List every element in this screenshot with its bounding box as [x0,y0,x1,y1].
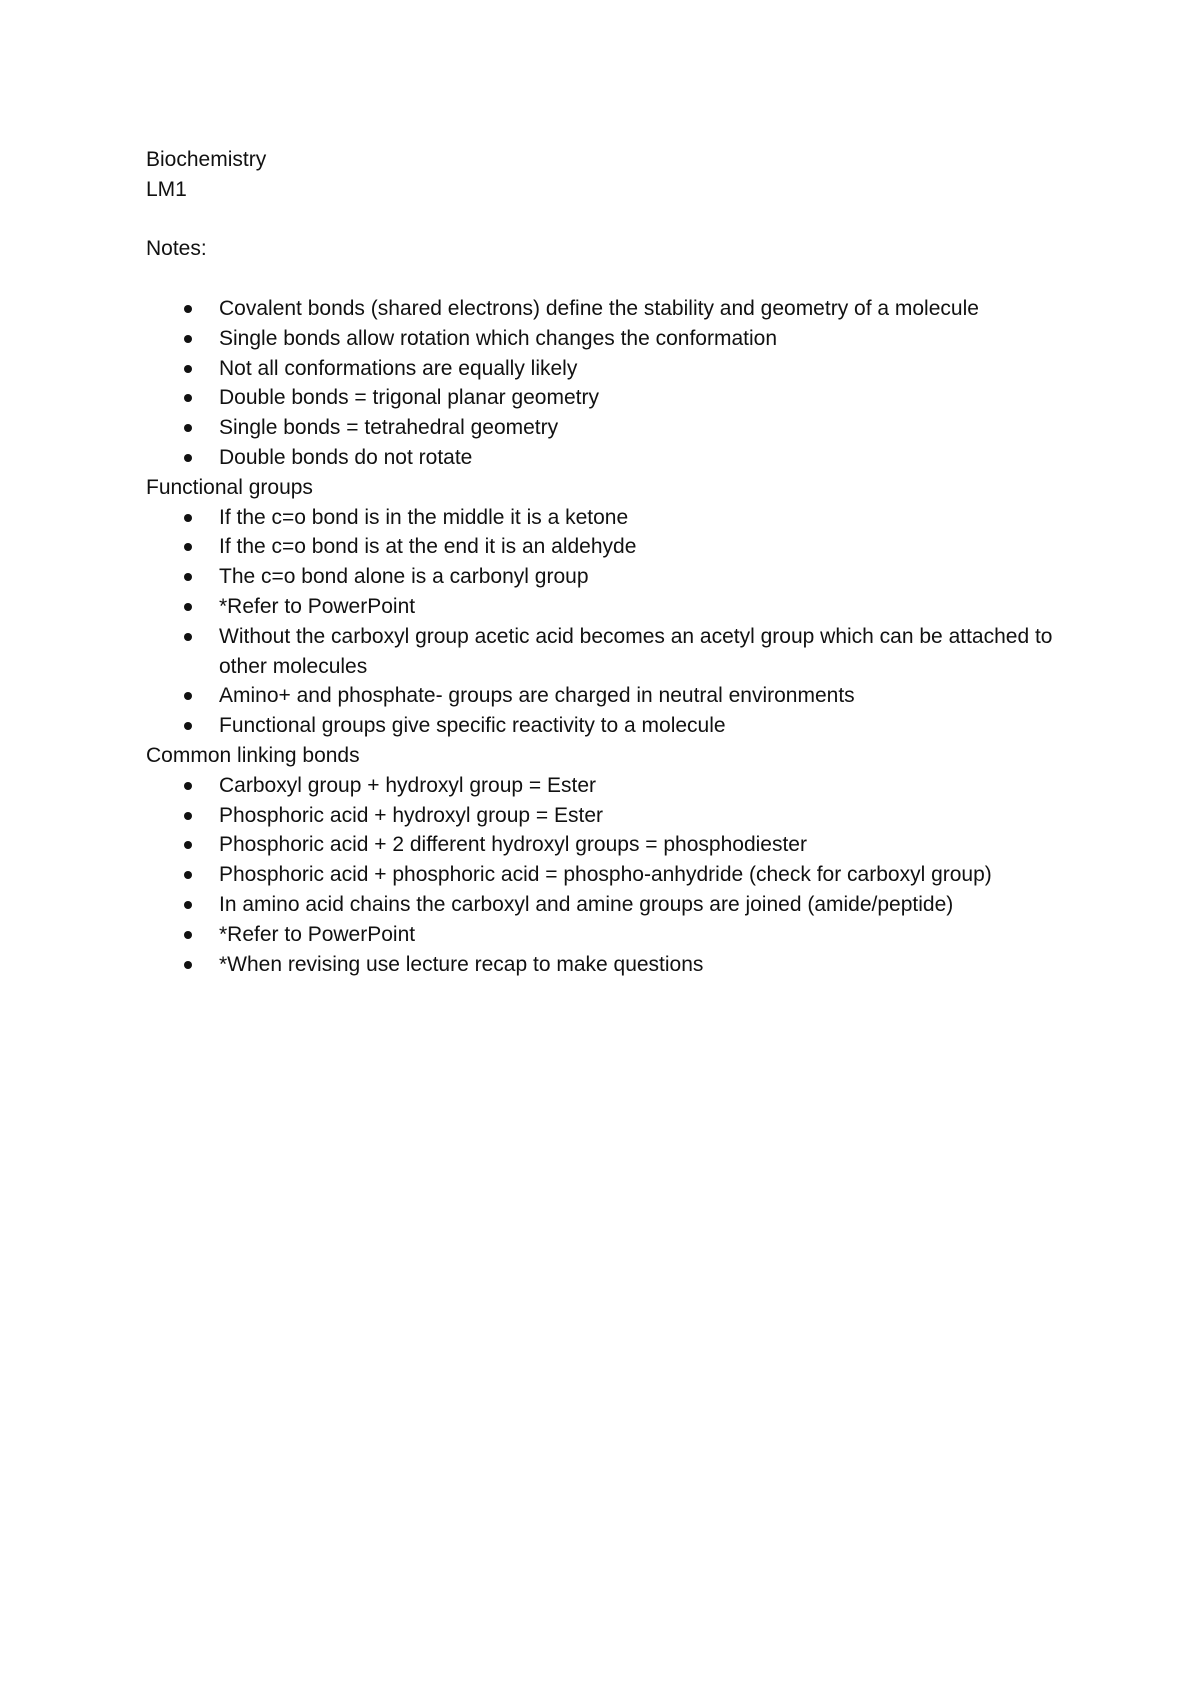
list-item: In amino acid chains the carboxyl and amine groups are joined (amide/peptide) [146,890,1066,920]
document-title: Biochemistry [146,148,267,171]
bullet-icon [184,573,192,581]
list-item: The c=o bond alone is a carbonyl group [146,562,1066,592]
bullet-icon [184,931,192,939]
linking-bonds-heading: Common linking bonds [146,743,360,767]
list-item: Phosphoric acid + hydroxyl group = Ester [146,801,1066,831]
bullet-icon [184,305,192,313]
functional-groups-heading: Functional groups [146,475,313,499]
document-subtitle: LM1 [146,177,187,201]
list-item: Covalent bonds (shared electrons) define the stability and geometry of a molecule [146,294,1066,324]
list-item: Single bonds allow rotation which changes the conformation [146,324,1066,354]
bullet-icon [184,454,192,462]
bullet-icon [184,633,192,641]
list-item: *When revising use lecture recap to make questions [146,950,1066,980]
list-item: Functional groups give specific reactivity to a molecule [146,711,1066,741]
bullet-icon [184,812,192,820]
list-item: If the c=o bond is at the end it is an aldehyde [146,532,1066,562]
bullet-icon [184,424,192,432]
blank-line [146,205,1066,235]
bullet-icon [184,961,192,969]
bullet-icon [184,335,192,343]
list-item: Not all conformations are equally likely [146,354,1066,384]
notes-heading: Notes: [146,237,207,261]
blank-line [146,264,1066,294]
list-item: Double bonds = trigonal planar geometry [146,383,1066,413]
bullet-icon [184,603,192,611]
bullet-icon [184,841,192,849]
bullet-icon [184,782,192,790]
bullet-icon [184,514,192,522]
list-item: *Refer to PowerPoint [146,920,1066,950]
bullet-icon [184,901,192,909]
bullet-icon [184,394,192,402]
list-item: Single bonds = tetrahedral geometry [146,413,1066,443]
notes-list [146,294,1066,473]
list-item: If the c=o bond is in the middle it is a ketone [146,503,1066,533]
document-page [146,145,1066,979]
functional-groups-list [146,503,1066,741]
bullet-icon [184,722,192,730]
list-item: Carboxyl group + hydroxyl group = Ester [146,771,1066,801]
list-item: Double bonds do not rotate [146,443,1066,473]
list-item: Phosphoric acid + 2 different hydroxyl groups = phosphodiester [146,830,1066,860]
bullet-icon [184,365,192,373]
bullet-icon [184,543,192,551]
list-item: *Refer to PowerPoint [146,592,1066,622]
bullet-icon [184,692,192,700]
linking-bonds-list [146,771,1066,980]
list-item: Amino+ and phosphate- groups are charged in neutral environments [146,681,1066,711]
list-item: Phosphoric acid + phosphoric acid = phospho-anhydride (check for carboxyl group) [146,860,1066,890]
list-item: Without the carboxyl group acetic acid becomes an acetyl group which can be attached to other molecules [146,622,1066,682]
bullet-icon [184,871,192,879]
